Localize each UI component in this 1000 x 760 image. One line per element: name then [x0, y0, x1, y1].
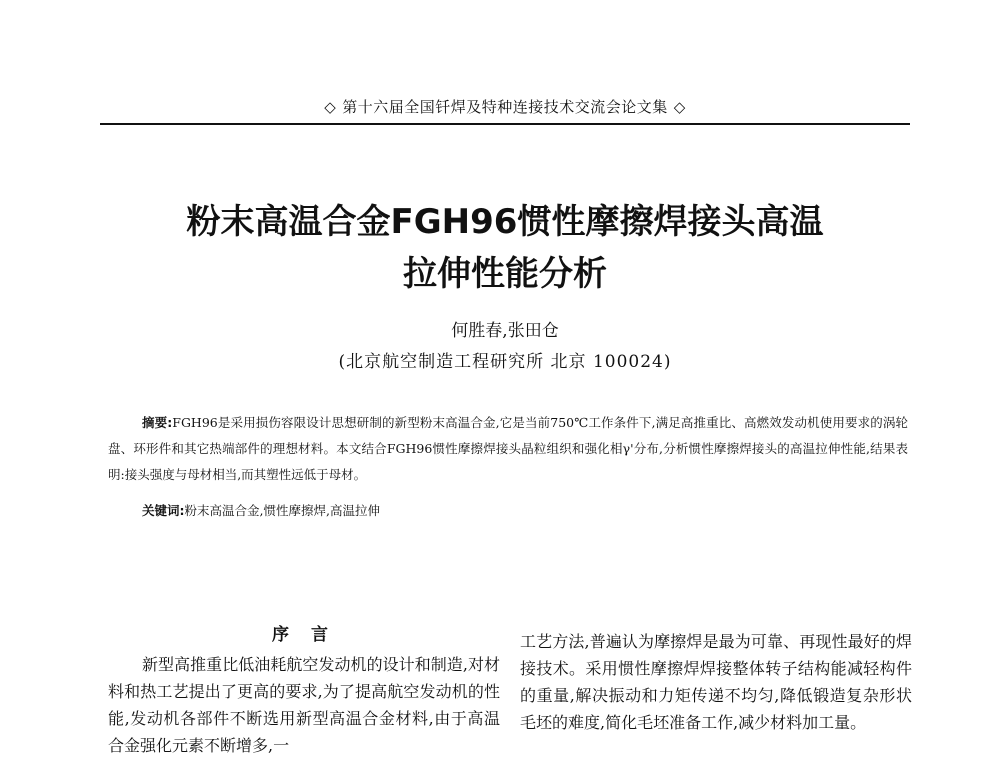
header-rule — [100, 123, 910, 125]
keywords-label: 关键词: — [142, 503, 185, 518]
left-column — [108, 622, 500, 759]
section-title: 序 言 — [272, 625, 336, 645]
running-header-text: 第十六届全国钎焊及特种连接技术交流会论文集 — [342, 98, 668, 116]
keywords — [108, 501, 908, 521]
right-column-paragraph: 工艺方法,普遍认为摩擦焊是最为可靠、再现性最好的焊接技术。采用惯性摩擦焊焊接整体转子结构能减轻构件的重量,解决振动和力矩传递不均匀,降低锻造复杂形状毛坯的难度,简化毛坯准备工作,减少材料加工量。 — [520, 632, 912, 732]
abstract-label: 摘要: — [142, 415, 173, 430]
diamond-icon-left: ◇ — [324, 98, 337, 116]
left-column-paragraph: 新型高推重比低油耗航空发动机的设计和制造,对材料和热工艺提出了更高的要求,为了提高航空发动机的性能,发动机各部件不断选用新型高温合金材料,由于高温合金强化元素不断增多,一 — [108, 655, 500, 755]
abstract-text: FGH96是采用损伤容限设计思想研制的新型粉末高温合金,它是当前750℃工作条件下,满足高推重比、高燃效发动机使用要求的涡轮盘、环形件和其它热端部件的理想材料。本文结合FGH96惯性摩擦焊接头晶粒组织和强化相γ'分布,分析惯性摩擦焊接头的高温拉伸性能,结果表明:接头强度与母材相当,而其塑性远低于母材。 — [108, 415, 909, 482]
paper-title-line-1: 粉末高温合金FGH96惯性摩擦焊接头高温 — [186, 202, 824, 242]
diamond-icon-right: ◇ — [673, 98, 686, 116]
running-header — [100, 96, 910, 117]
paper-title-line-2: 拉伸性能分析 — [403, 254, 607, 294]
abstract — [108, 410, 908, 488]
affiliation: (北京航空制造工程研究所 北京 100024) — [338, 352, 672, 372]
keywords-text: 粉末高温合金,惯性摩擦焊,高温拉伸 — [184, 503, 380, 518]
paper-title — [100, 196, 910, 300]
authors: 何胜春,张田仓 — [451, 321, 559, 341]
right-column — [520, 628, 912, 736]
